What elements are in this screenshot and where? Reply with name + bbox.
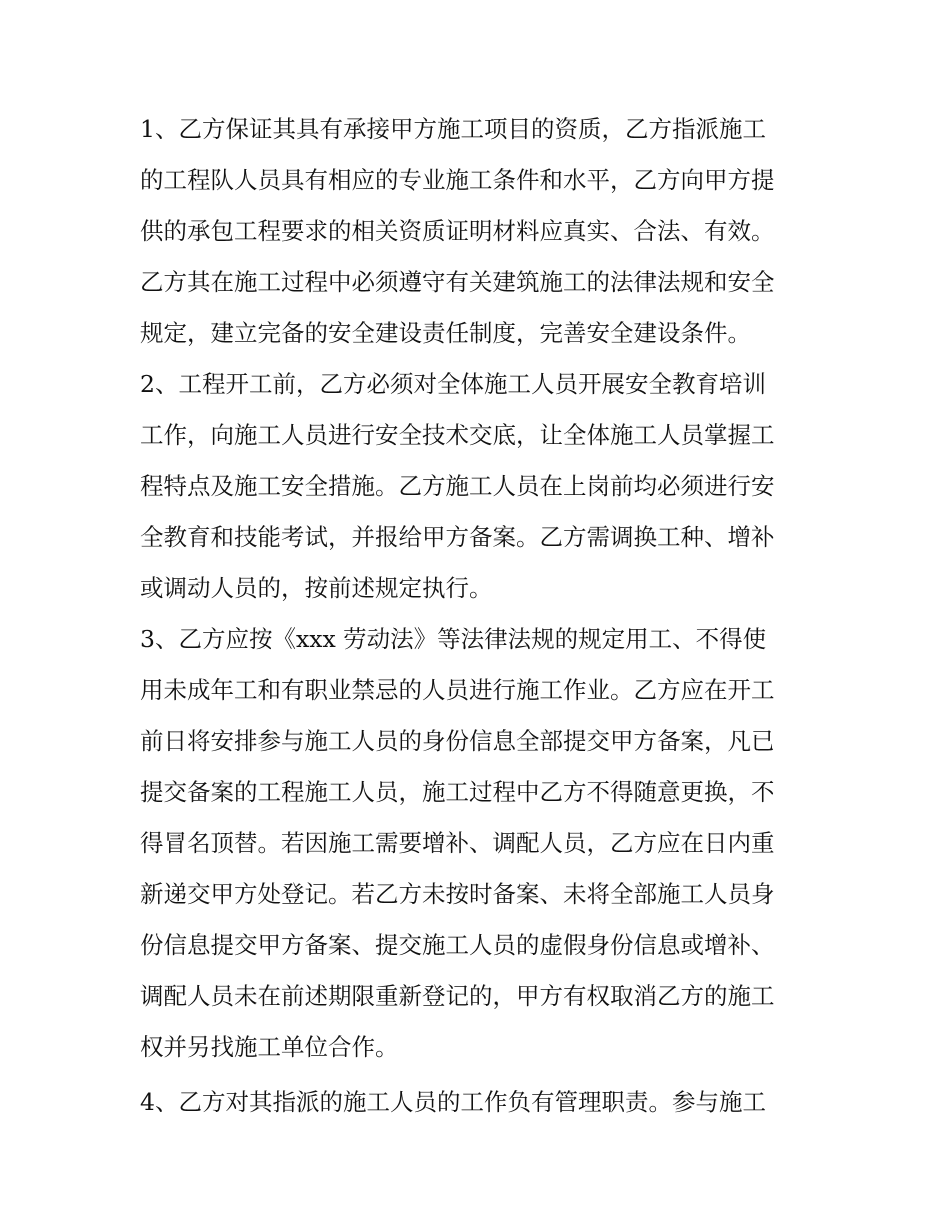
paragraph-line: 供的承包工程要求的相关资质证明材料应真实、合法、有效。 — [140, 217, 775, 245]
paragraph-line: 权并另找施工单位合作。 — [140, 1033, 399, 1061]
paragraph-line: 程特点及施工安全措施。乙方施工人员在上岗前均必须进行安 — [140, 472, 775, 500]
paragraph-3 — [140, 614, 820, 1073]
paragraph-line: 2、工程开工前，乙方必须对全体施工人员开展安全教育培训 — [140, 370, 766, 398]
paragraph-line: 份信息提交甲方备案、提交施工人员的虚假身份信息或增补、 — [140, 931, 775, 959]
paragraph-line: 4、乙方对其指派的施工人员的工作负有管理职责。参与施工 — [140, 1088, 766, 1116]
paragraph-line: 得冒名顶替。若因施工需要增补、调配人员，乙方应在日内重 — [140, 829, 775, 857]
paragraph-2 — [140, 359, 820, 614]
paragraph-line: 规定，建立完备的安全建设责任制度，完善安全建设条件。 — [140, 319, 751, 347]
paragraph-line: 前日将安排参与施工人员的身份信息全部提交甲方备案，凡已 — [140, 727, 775, 755]
paragraph-line: 乙方其在施工过程中必须遵守有关建筑施工的法律法规和安全 — [140, 268, 775, 296]
paragraph-line: 的工程队人员具有相应的专业施工条件和水平，乙方向甲方提 — [140, 166, 775, 194]
paragraph-line: 调配人员未在前述期限重新登记的，甲方有权取消乙方的施工 — [140, 982, 775, 1010]
paragraph-4 — [140, 1077, 820, 1128]
paragraph-line: 1、乙方保证其具有承接甲方施工项目的资质，乙方指派施工 — [140, 115, 766, 143]
document-body — [140, 104, 820, 1128]
paragraph-line: 用未成年工和有职业禁忌的人员进行施工作业。乙方应在开工 — [140, 676, 775, 704]
paragraph-line: 工作，向施工人员进行安全技术交底，让全体施工人员掌握工 — [140, 421, 775, 449]
paragraph-line: 提交备案的工程施工人员，施工过程中乙方不得随意更换，不 — [140, 778, 775, 806]
paragraph-line: 3、乙方应按《xxx 劳动法》等法律法规的规定用工、不得使 — [140, 625, 767, 653]
paragraph-1 — [140, 104, 820, 359]
paragraph-line: 新递交甲方处登记。若乙方未按时备案、未将全部施工人员身 — [140, 880, 775, 908]
paragraph-line: 全教育和技能考试，并报给甲方备案。乙方需调换工种、增补 — [140, 523, 775, 551]
paragraph-line: 或调动人员的，按前述规定执行。 — [140, 574, 493, 602]
